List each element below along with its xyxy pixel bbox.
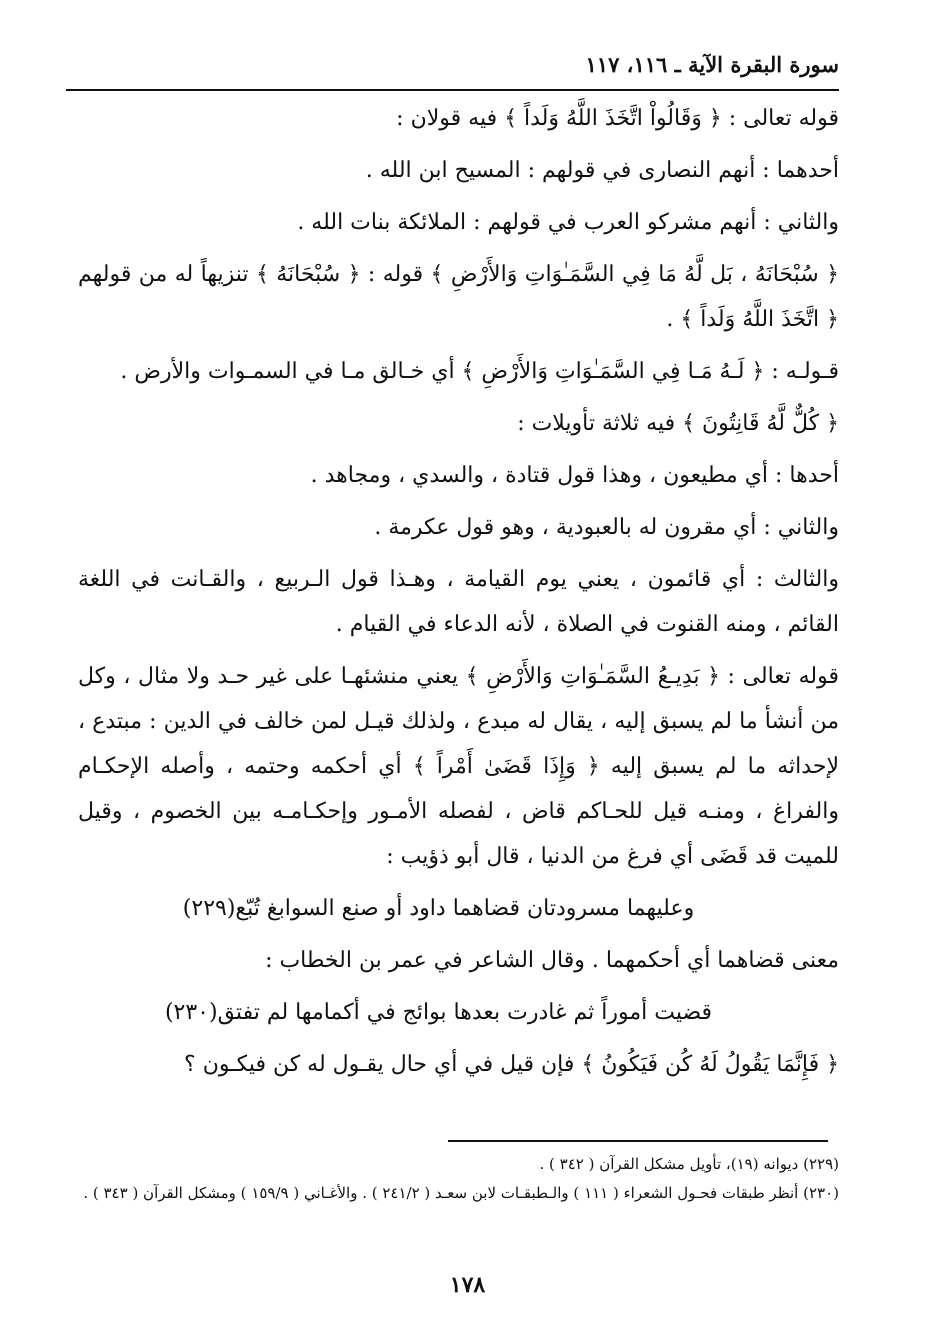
paragraph: قوله تعالى : ﴿ وَقَالُواْ اتَّخَذَ اللَّهُ وَلَداً ﴾ فيه قولان : [396, 106, 839, 131]
page-number: ١٧٨ [449, 1272, 486, 1298]
poetry-verse: قضيت أموراً ثم غادرت بعدها بوائج في أكمامها لم تفتق(٢٣٠) [164, 1000, 713, 1025]
paragraph: قـولـه : ﴿ لَـهُ مَـا فِي السَّمَـٰوَاتِ وَالأَرْضِ ﴾ أي خـالق مـا في السمـوات والأرض . [120, 359, 839, 384]
footnote: (٢٣٠) أنظر طبقات فحـول الشعراء ( ١١١ ) والـطبقـات لابن سعـد ( ٢٤١/٢ ) . والأغـاني ( ١٥٩/٩ ) ومشكل القرآن ( ٣٤٣ ) . [83, 1184, 839, 1202]
paragraph: والثاني : أي مقرون له بالعبودية ، وهو قول عكرمة . [374, 515, 839, 540]
footnotes [78, 1150, 839, 1208]
footnote: (٢٢٩) ديوانه (١٩)، تأويل مشكل القرآن ( ٣٤٢ ) . [539, 1155, 839, 1173]
paragraph: معنى قضاهما أي أحكمهما . وقال الشاعر في عمر بن الخطاب : [265, 948, 839, 973]
running-head: سورة البقرة الآية ـ ١١٦، ١١٧ [585, 52, 839, 77]
paragraph: والثالث : أي قائمون ، يعني يوم القيامة ، وهـذا قول الـربيع ، والقـانت في اللغة القائم ، ومنه القنوت في الصلاة ، لأنه الدعاء في القيام . [78, 567, 839, 637]
poetry-verse: وعليهما مسرودتان قضاهما داود أو صنع السوابغ تُبّع(٢٢٩) [182, 896, 695, 921]
paragraph: ﴿ كُلٌّ لَّهُ قَانِتُونَ ﴾ فيه ثلاثة تأويلات : [517, 411, 839, 436]
paragraph: أحدهما : أنهم النصارى في قولهم : المسيح ابن الله . [365, 158, 839, 183]
main-text [78, 96, 839, 1094]
paragraph: ﴿ سُبْحَانَهُ ، بَل لَّهُ مَا فِي السَّمَـٰوَاتِ وَالأَرْضِ ﴾ قوله : ﴿ سُبْحَانَهُ ﴾ تنزيهاً له من قولهم ﴿ اتَّخَذَ اللَّهُ وَلَداً ﴾ . [78, 262, 839, 332]
footnote-divider [448, 1140, 828, 1142]
header-divider [66, 89, 839, 91]
paragraph: قوله تعالى : ﴿ بَدِيـعُ السَّمَـٰوَاتِ وَالأَرْضِ ﴾ يعني منشئهـا على غير حـد ولا مثال ، وكل من أنشأ ما لم يسبق إليه ، يقال له مبدع ، ولذلك قيـل لمن خالف في الدين : مبتدع ، لإحداثه ما لم يسبق إليه ﴿ وَإِذَا قَضَىٰ أَمْراً ﴾ أي أحكمه وحتمه ، وأصله الإحكـام والفراغ ، ومنـه قيل للحـاكم قاض ، لفصله الأمـور وإحكـامـه بين الخصوم ، وقيل للميت قد قَضَى أي فرغ من الدنيا ، قال أبو ذؤيب : [78, 664, 839, 869]
paragraph: ﴿ فَإِنَّمَا يَقُولُ لَهُ كُن فَيَكُونُ ﴾ فإن قيل في أي حال يقـول له كن فيكـون ؟ [184, 1052, 839, 1077]
paragraph: والثاني : أنهم مشركو العرب في قولهم : الملائكة بنات الله . [297, 210, 839, 235]
paragraph: أحدها : أي مطيعون ، وهذا قول قتادة ، والسدي ، ومجاهد . [310, 463, 839, 488]
